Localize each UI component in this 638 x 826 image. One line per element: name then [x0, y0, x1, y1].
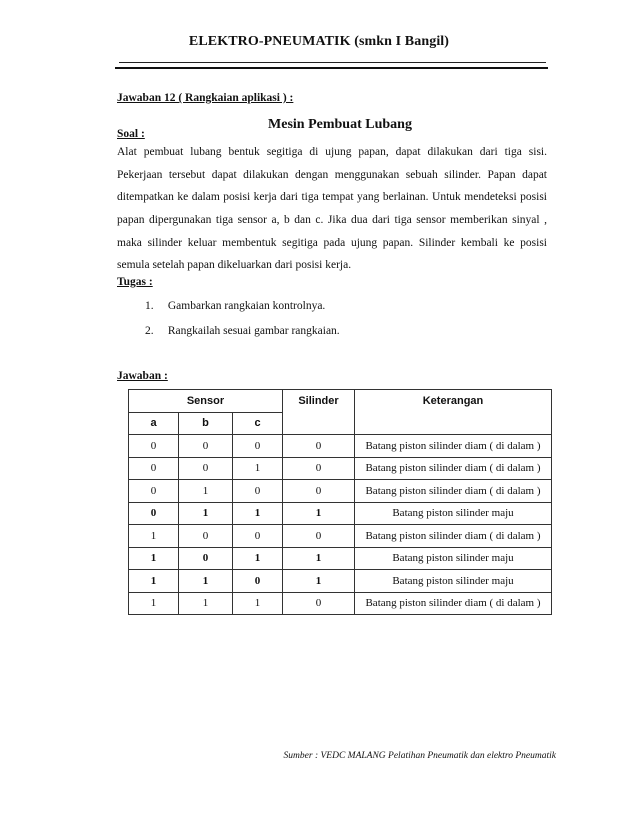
- truth-table: [128, 389, 552, 615]
- list-item-number: 2.: [145, 325, 154, 337]
- cell-sensor-c: 0: [233, 570, 283, 593]
- cell-keterangan: Batang piston silinder diam ( di dalam ): [355, 457, 552, 480]
- table-row: [129, 570, 552, 593]
- soal-paragraph: [117, 141, 547, 277]
- table-row: [129, 525, 552, 548]
- cell-sensor-c: 1: [233, 457, 283, 480]
- cell-silinder: 1: [283, 547, 355, 570]
- cell-keterangan: Batang piston silinder maju: [355, 547, 552, 570]
- cell-sensor-b: 0: [179, 457, 233, 480]
- table-row: [129, 547, 552, 570]
- cell-sensor-a: 0: [129, 502, 179, 525]
- table-row: [129, 592, 552, 615]
- list-item-number: 1.: [145, 300, 154, 312]
- cell-sensor-b: 1: [179, 570, 233, 593]
- soal-label: Soal :: [117, 128, 145, 140]
- soal-line: maka silinder keluar membentuk segitiga pada ujung papan. Silinder kembali ke posisi: [117, 236, 547, 249]
- cell-silinder: 1: [283, 502, 355, 525]
- cell-sensor-a: 0: [129, 457, 179, 480]
- header-rule-thick: [115, 67, 548, 69]
- header-blank-cell: [283, 412, 355, 435]
- cell-sensor-b: 1: [179, 592, 233, 615]
- page-header-title: ELEKTRO-PNEUMATIK (smkn I Bangil): [188, 34, 450, 49]
- soal-line: Pekerjaan tersebut dapat dilakukan dengan menggunakan sebuah silinder. Papan dapat: [117, 168, 547, 181]
- soal-line: ditempatkan ke dalam posisi kerja dari tiga tempat yang berlainan. Untuk mendeteksi posisi: [117, 191, 547, 204]
- cell-silinder: 0: [283, 435, 355, 458]
- soal-line: papan dipergunakan tiga sensor a, b dan c. Jika dua dari tiga sensor memberikan sinyal ,: [117, 214, 547, 227]
- cell-sensor-a: 0: [129, 480, 179, 503]
- cell-silinder: 0: [283, 525, 355, 548]
- header-silinder: Silinder: [283, 390, 355, 413]
- header-b: b: [179, 412, 233, 435]
- cell-sensor-b: 1: [179, 480, 233, 503]
- cell-sensor-c: 1: [233, 547, 283, 570]
- cell-sensor-a: 1: [129, 547, 179, 570]
- cell-sensor-c: 1: [233, 502, 283, 525]
- header-blank-cell: [355, 412, 552, 435]
- cell-sensor-b: 1: [179, 502, 233, 525]
- jawaban-label: Jawaban :: [117, 370, 168, 382]
- cell-sensor-b: 0: [179, 547, 233, 570]
- cell-sensor-c: 0: [233, 480, 283, 503]
- cell-sensor-b: 0: [179, 435, 233, 458]
- cell-sensor-c: 0: [233, 435, 283, 458]
- cell-silinder: 0: [283, 457, 355, 480]
- cell-keterangan: Batang piston silinder maju: [355, 502, 552, 525]
- source-footer: Sumber : VEDC MALANG Pelatihan Pneumatik dan elektro Pneumatik: [283, 751, 556, 761]
- header-c: c: [233, 412, 283, 435]
- list-item: [145, 322, 340, 347]
- cell-sensor-c: 1: [233, 592, 283, 615]
- cell-silinder: 1: [283, 570, 355, 593]
- cell-sensor-a: 1: [129, 570, 179, 593]
- table-row: [129, 480, 552, 503]
- table-row: [129, 457, 552, 480]
- cell-silinder: 0: [283, 480, 355, 503]
- header-keterangan: Keterangan: [355, 390, 552, 413]
- soal-line: Alat pembuat lubang bentuk segitiga di ujung papan, dapat dilakukan dari tiga sisi.: [117, 146, 547, 158]
- list-item: [145, 297, 340, 322]
- header-a: a: [129, 412, 179, 435]
- header-sensor: Sensor: [129, 390, 283, 413]
- cell-keterangan: Batang piston silinder maju: [355, 570, 552, 593]
- cell-keterangan: Batang piston silinder diam ( di dalam ): [355, 525, 552, 548]
- cell-silinder: 0: [283, 592, 355, 615]
- cell-sensor-b: 0: [179, 525, 233, 548]
- table-row: [129, 502, 552, 525]
- answer-heading: Jawaban 12 ( Rangkaian aplikasi ) :: [117, 92, 294, 104]
- cell-keterangan: Batang piston silinder diam ( di dalam ): [355, 435, 552, 458]
- truth-table-body: [129, 435, 552, 615]
- cell-sensor-c: 0: [233, 525, 283, 548]
- cell-keterangan: Batang piston silinder diam ( di dalam ): [355, 480, 552, 503]
- cell-sensor-a: 1: [129, 592, 179, 615]
- document-title: Mesin Pembuat Lubang: [268, 117, 412, 132]
- list-item-text: Gambarkan rangkaian kontrolnya.: [167, 300, 326, 312]
- header-rule-thin: [119, 62, 546, 63]
- table-row: [129, 435, 552, 458]
- cell-sensor-a: 1: [129, 525, 179, 548]
- cell-sensor-a: 0: [129, 435, 179, 458]
- tugas-list: [145, 297, 340, 347]
- cell-keterangan: Batang piston silinder diam ( di dalam ): [355, 592, 552, 615]
- soal-line: semula setelah papan dikeluarkan dari posisi kerja.: [117, 259, 352, 272]
- list-item-text: Rangkailah sesuai gambar rangkaian.: [167, 325, 340, 337]
- tugas-label: Tugas :: [117, 276, 153, 288]
